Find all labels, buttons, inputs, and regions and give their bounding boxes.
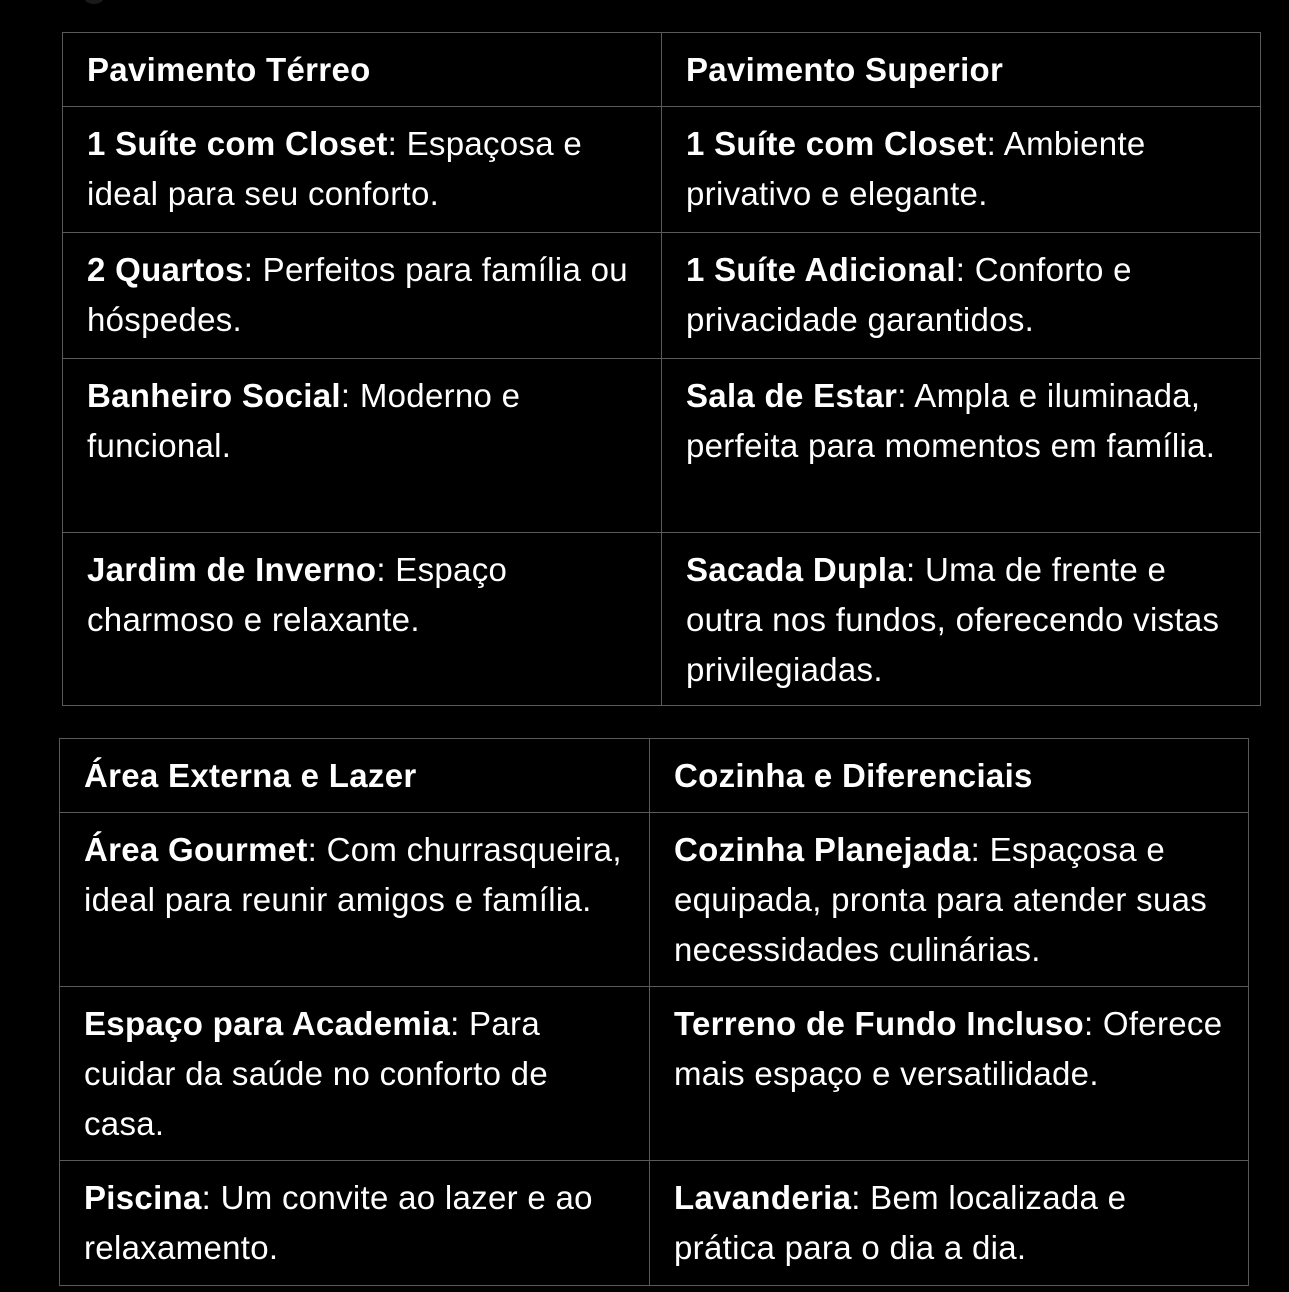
feature-term: Cozinha Planejada (674, 831, 971, 868)
feature-term: Espaço para Academia (84, 1005, 451, 1042)
amenities-table (59, 738, 1249, 1286)
table-row (63, 533, 1261, 706)
table-row (63, 359, 1261, 533)
table-cell (662, 233, 1261, 359)
feature-description: : Moderno e funcional. (87, 377, 521, 464)
table-cell (63, 533, 662, 706)
feature-term: 1 Suíte Adicional (686, 251, 956, 288)
feature-description: : Ampla e iluminada, perfeita para momentos em família. (686, 377, 1216, 464)
table-cell (63, 107, 662, 233)
feature-term: Sacada Dupla (686, 551, 907, 588)
feature-description: : Oferece mais espaço e versatilidade. (674, 1005, 1223, 1092)
feature-term: Banheiro Social (87, 377, 341, 414)
feature-term: 2 Quartos (87, 251, 244, 288)
table-header-row (60, 739, 1249, 813)
feature-description: : Conforto e privacidade garantidos. (686, 251, 1132, 338)
table-cell (662, 533, 1261, 706)
feature-description: : Uma de frente e outra nos fundos, oferecendo vistas privilegiadas. (686, 551, 1220, 688)
feature-term: 1 Suíte com Closet (686, 125, 987, 162)
header-cell: Pavimento Térreo (63, 33, 662, 107)
header-cell: Pavimento Superior (662, 33, 1261, 107)
table-cell (650, 1161, 1249, 1286)
table-row (60, 1161, 1249, 1286)
table-cell (662, 107, 1261, 233)
floor-plan-table (62, 32, 1261, 706)
table-row (63, 107, 1261, 233)
table-cell (63, 359, 662, 533)
feature-description: : Bem localizada e prática para o dia a dia. (674, 1179, 1127, 1266)
feature-description: : Espaço charmoso e relaxante. (87, 551, 508, 638)
feature-description: : Espaçosa e equipada, pronta para atender suas necessidades culinárias. (674, 831, 1208, 968)
table-cell (60, 813, 650, 987)
feature-term: Terreno de Fundo Incluso (674, 1005, 1084, 1042)
feature-description: : Ambiente privativo e elegante. (686, 125, 1146, 212)
feature-description: : Para cuidar da saúde no conforto de casa. (84, 1005, 548, 1142)
top-edge-artifact (84, 0, 104, 4)
feature-description: : Com churrasqueira, ideal para reunir amigos e família. (84, 831, 622, 918)
table-row (60, 813, 1249, 987)
table-cell (650, 987, 1249, 1161)
table-cell (60, 1161, 650, 1286)
table-cell (662, 359, 1261, 533)
feature-term: Sala de Estar (686, 377, 898, 414)
feature-term: Piscina (84, 1179, 202, 1216)
table-header-row (63, 33, 1261, 107)
header-cell: Área Externa e Lazer (60, 739, 650, 813)
feature-description: : Espaçosa e ideal para seu conforto. (87, 125, 583, 212)
feature-description: : Perfeitos para família ou hóspedes. (87, 251, 628, 338)
table-cell (63, 233, 662, 359)
feature-term: Lavanderia (674, 1179, 852, 1216)
table-row (63, 233, 1261, 359)
feature-description: : Um convite ao lazer e ao relaxamento. (84, 1179, 593, 1266)
table-row (60, 987, 1249, 1161)
feature-term: Jardim de Inverno (87, 551, 377, 588)
table-cell (650, 813, 1249, 987)
feature-term: Área Gourmet (84, 831, 308, 868)
table-cell (60, 987, 650, 1161)
feature-term: 1 Suíte com Closet (87, 125, 388, 162)
header-cell: Cozinha e Diferenciais (650, 739, 1249, 813)
